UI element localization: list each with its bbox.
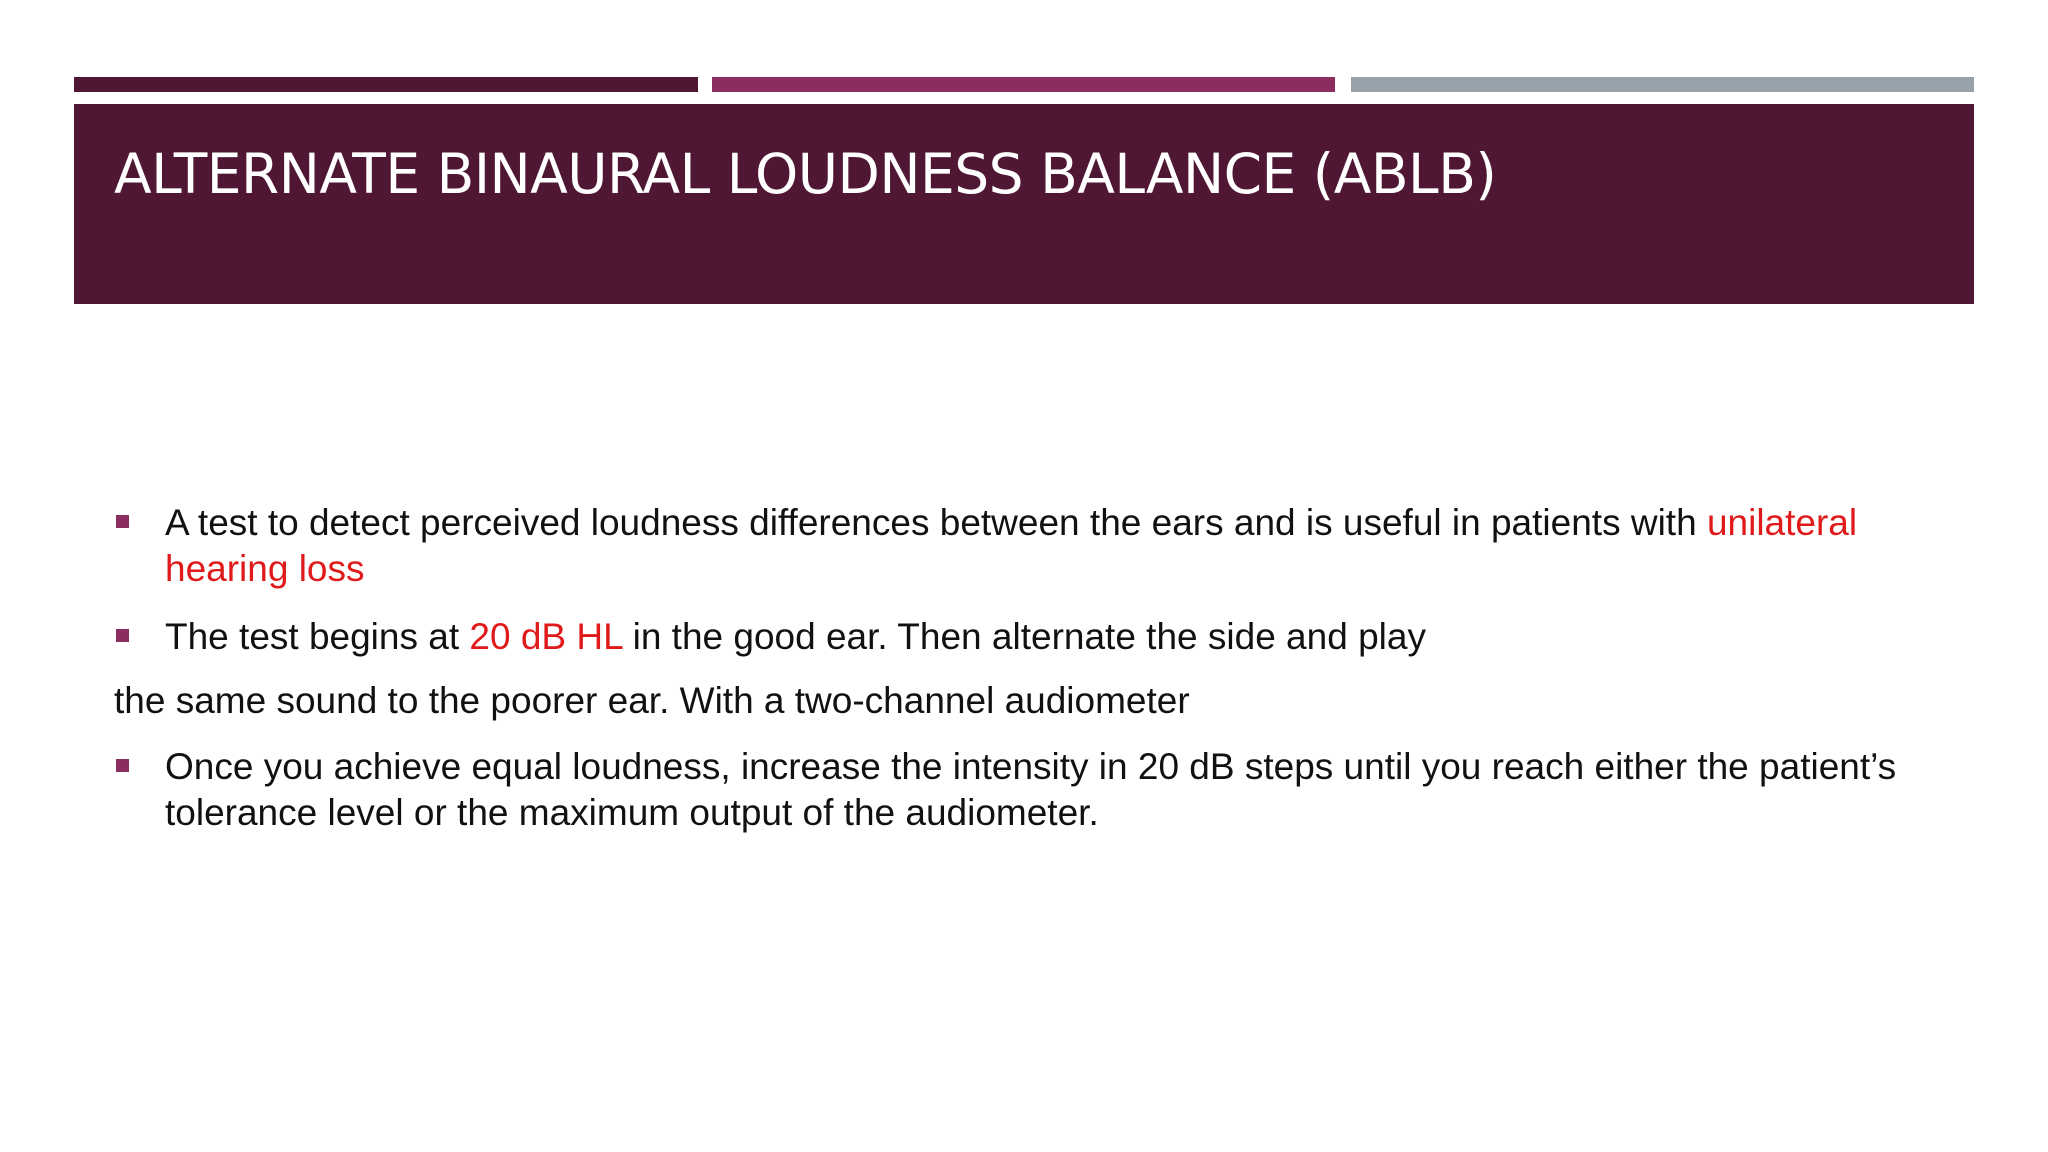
bullet-text: The test begins at [165,616,470,657]
highlighted-text: unilateral hearing loss [165,502,1858,589]
bullet-item [114,744,1934,836]
bullet-item [114,614,1934,660]
highlighted-text: 20 dB HL [469,616,623,657]
square-bullet-icon [116,629,129,642]
accent-bar-gray [1351,77,1974,92]
bullet-text: in the good ear. Then alternate the side and play [622,616,1426,657]
bullet-item [114,500,1934,592]
accent-bar-magenta [712,77,1335,92]
bullet-text: A test to detect perceived loudness differences between the ears and is useful in patients with [165,502,1707,543]
bullet-text: Once you achieve equal loudness, increase the intensity in 20 dB steps until you reach either the patient’s tolerance level or the maximum output of the audiometer. [165,746,1897,833]
square-bullet-icon [116,759,129,772]
slide-body [114,500,1934,858]
slide-title: ALTERNATE BINAURAL LOUDNESS BALANCE (ABLB) [114,142,1497,206]
title-band [74,104,1974,304]
paragraph-line: the same sound to the poorer ear. With a two-channel audiometer [114,680,1190,721]
accent-bar-dark [74,77,698,92]
square-bullet-icon [116,515,129,528]
